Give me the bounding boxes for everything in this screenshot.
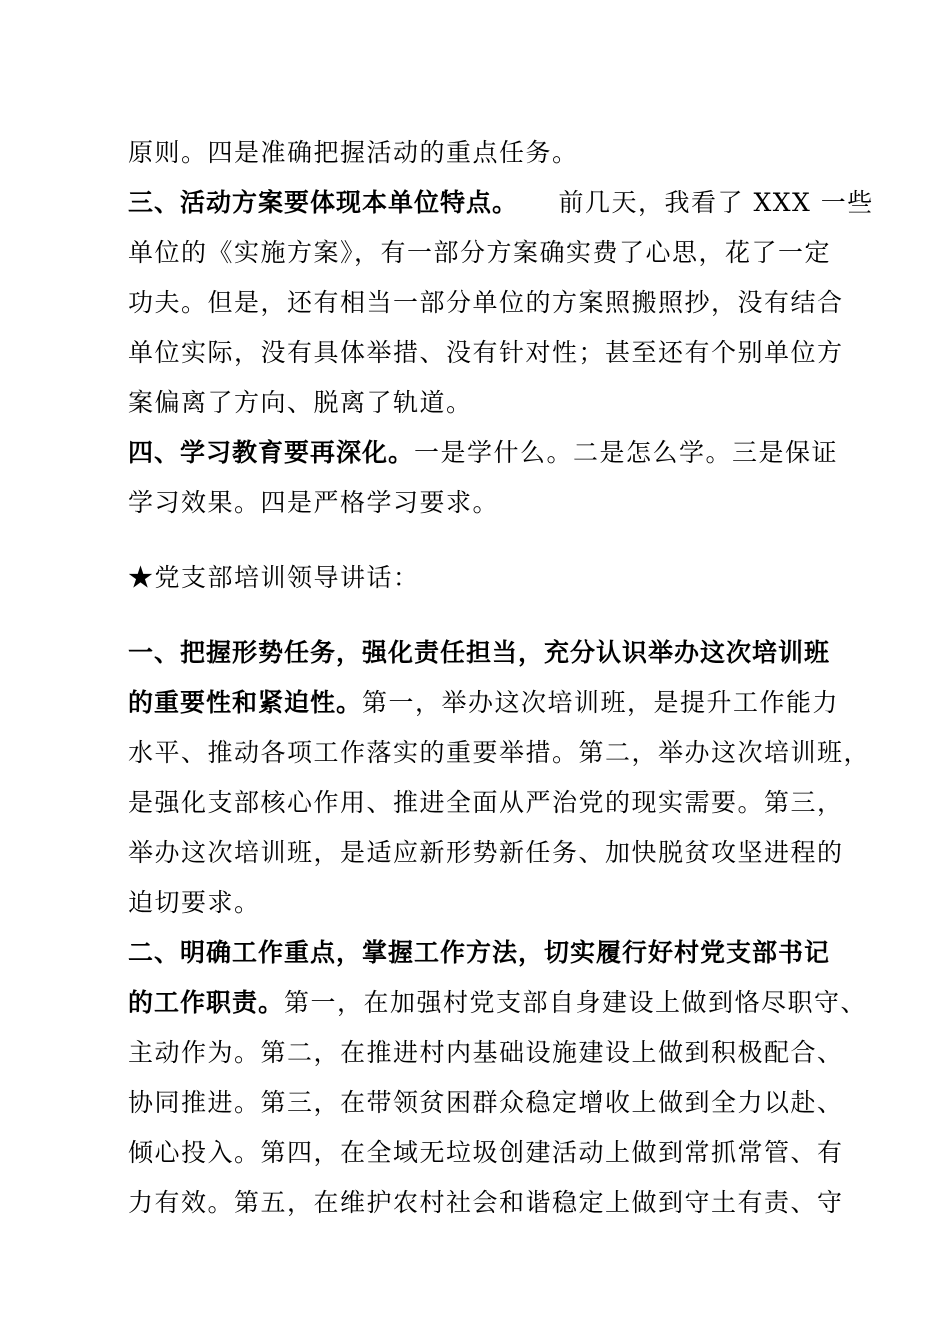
text-line bbox=[128, 1028, 844, 1078]
section-4-line bbox=[128, 428, 838, 478]
line-text: 迫切要求。 bbox=[128, 888, 261, 917]
line-text: 第一，举办这次培训班，是提升工作能力 bbox=[362, 688, 840, 717]
text-line bbox=[128, 228, 831, 278]
text-line bbox=[128, 878, 261, 928]
line-text: 功夫。但是，还有相当一部分单位的方案照搬照抄，没有结合 bbox=[128, 288, 844, 317]
line-text: 案偏离了方向、脱离了轨道。 bbox=[128, 388, 473, 417]
text-line bbox=[128, 1078, 844, 1128]
section-heading: 一、把握形势任务，强化责任担当，充分认识举办这次培训班 bbox=[128, 638, 831, 667]
line-text: 原则。四是准确把握活动的重点任务。 bbox=[128, 138, 579, 167]
line-text: 水平、推动各项工作落实的重要举措。第二，举办这次培训班， bbox=[128, 738, 871, 767]
section-heading: 四、学习教育要再深化。 bbox=[128, 438, 415, 467]
text-line bbox=[128, 778, 844, 828]
line-text: 力有效。第五，在维护农村社会和谐稳定上做到守土有责、守 bbox=[128, 1188, 844, 1217]
line-text: 学习效果。四是严格学习要求。 bbox=[128, 488, 500, 517]
line-text: 倾心投入。第四，在全域无垃圾创建活动上做到常抓常管、有 bbox=[128, 1138, 844, 1167]
speech-section-1-line bbox=[128, 678, 839, 728]
speech-title bbox=[128, 553, 420, 603]
text-line bbox=[128, 1178, 844, 1228]
line-text: 单位实际，没有具体举措、没有针对性；甚至还有个别单位方 bbox=[128, 338, 844, 367]
text-line bbox=[128, 128, 579, 178]
line-text: 第一，在加强村党支部自身建设上做到恪尽职守、 bbox=[284, 988, 868, 1017]
section-heading: 的重要性和紧迫性。 bbox=[128, 688, 363, 717]
speech-section-2-heading bbox=[128, 928, 830, 978]
section-heading: 的工作职责。 bbox=[128, 988, 285, 1017]
line-text: 一是学什么。二是怎么学。三是保证 bbox=[414, 438, 839, 467]
text-line bbox=[128, 328, 844, 378]
text-line bbox=[128, 728, 870, 778]
line-text: 单位的《实施方案》，有一部分方案确实费了心思，花了一定 bbox=[128, 238, 832, 267]
section-heading: 三、活动方案要体现本单位特点。 bbox=[128, 188, 506, 217]
line-text: 是强化支部核心作用、推进全面从严治党的现实需要。第三， bbox=[128, 788, 844, 817]
section-3-line bbox=[128, 178, 874, 228]
speech-section-1-heading bbox=[128, 628, 830, 678]
text-line bbox=[128, 278, 844, 328]
line-text: 前几天，我看了 XXX 一些 bbox=[505, 188, 874, 217]
text-line bbox=[128, 478, 499, 528]
text-line bbox=[128, 1128, 844, 1178]
speech-section-2-line bbox=[128, 978, 867, 1028]
line-text: 主动作为。第二，在推进村内基础设施建设上做到积极配合、 bbox=[128, 1038, 844, 1067]
line-text: 举办这次培训班，是适应新形势新任务、加快脱贫攻坚进程的 bbox=[128, 838, 844, 867]
section-heading: 二、明确工作重点，掌握工作方法，切实履行好村党支部书记 bbox=[128, 938, 831, 967]
text-line bbox=[128, 378, 473, 428]
line-text: 协同推进。第三，在带领贫困群众稳定增收上做到全力以赴、 bbox=[128, 1088, 844, 1117]
text-line bbox=[128, 828, 844, 878]
speech-title-text: ★党支部培训领导讲话： bbox=[128, 563, 420, 592]
